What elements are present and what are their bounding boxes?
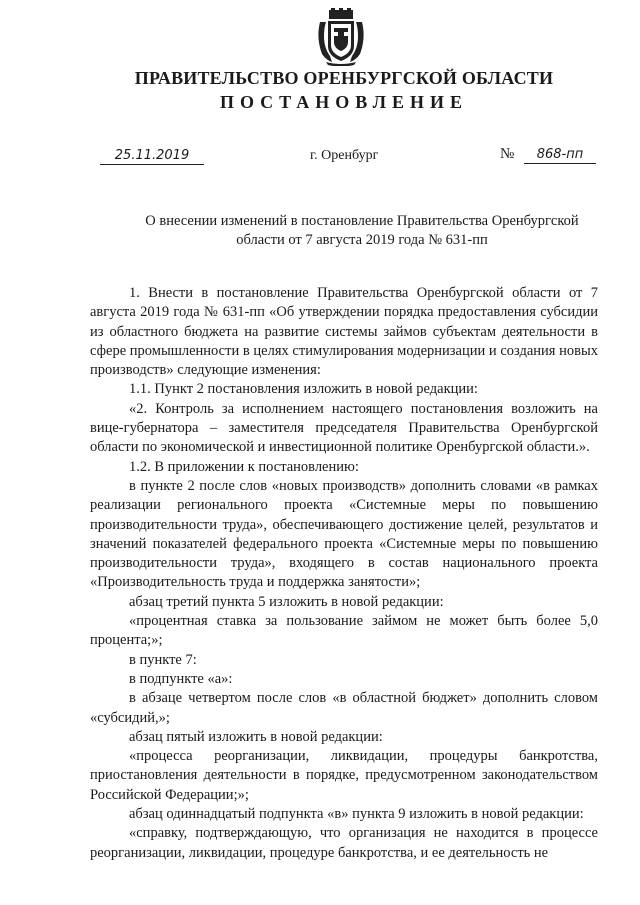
body-paragraph: 1.2. В приложении к постановлению: xyxy=(129,458,359,475)
document-city: г. Оренбург xyxy=(310,148,379,163)
document-body xyxy=(90,284,598,863)
body-paragraph: «2. Контроль за исполнением настоящего постановления возложить на вице-губернатора – заместителя председателя Правительства Оренбургской области по экономической и инвестиционной политике Оренбургской области.». xyxy=(90,400,598,456)
body-paragraph: в абзаце четвертом после слов «в областной бюджет» дополнить словом «субсидий,»; xyxy=(90,690,598,726)
body-paragraph: «справку, подтверждающую, что организация не находится в процессе реорганизации, ликвидации, процедуре банкротства, и ее деятельность не xyxy=(90,825,598,861)
document-type-heading: ПОСТАНОВЛЕНИЕ xyxy=(219,92,469,112)
document-number-sign: № xyxy=(500,146,515,162)
body-paragraph: «процесса реорганизации, ликвидации, процедуры банкротства, приостановления деятельности в порядке, предусмотренном законодательством Российской Федерации;»; xyxy=(90,748,598,803)
body-paragraph: 1.1. Пункт 2 постановления изложить в новой редакции: xyxy=(129,381,478,398)
body-paragraph: абзац одиннадцатый подпункта «в» пункта 9 изложить в новой редакции: xyxy=(129,806,584,823)
body-paragraph: в пункте 7: xyxy=(129,651,197,668)
body-paragraph: 1. Внести в постановление Правительства Оренбургской области от 7 августа 2019 года № 631-пп «Об утверждении порядка предоставления субсидии из областного бюджета на развитие системы займов субъектам деятельности в сфере промышленности в целях стимулирования модернизации и создания новых производств» следующие изменения: xyxy=(90,285,598,379)
document-subject: О внесении изменений в постановление Правительства Оренбургской области от 7 августа 2019 года № 631-пп xyxy=(145,213,579,248)
body-paragraph: абзац пятый изложить в новой редакции: xyxy=(129,728,383,745)
orenburg-coat-of-arms-icon xyxy=(316,8,366,66)
body-paragraph: в пункте 2 после слов «новых производств» дополнить словами «в рамках реализации регионального проекта «Системные меры по повышению производительности труда», обеспечивающего достижение целей, результатов и значений показателей федерального проекта «Системные меры по повышению производительности труда», входящего в состав национального проекта «Производительность труда и поддержка занятости»; xyxy=(90,477,598,591)
document-date: 25.11.2019 xyxy=(100,148,204,165)
government-title: ПРАВИТЕЛЬСТВО ОРЕНБУРГСКОЙ ОБЛАСТИ xyxy=(134,68,554,88)
body-paragraph: в подпункте «а»: xyxy=(129,670,233,687)
body-paragraph: «процентная ставка за пользование займом не может быть более 5,0 процента;»; xyxy=(90,613,598,649)
body-paragraph: абзац третий пункта 5 изложить в новой редакции: xyxy=(129,593,444,610)
document-number: 868-пп xyxy=(524,147,596,164)
